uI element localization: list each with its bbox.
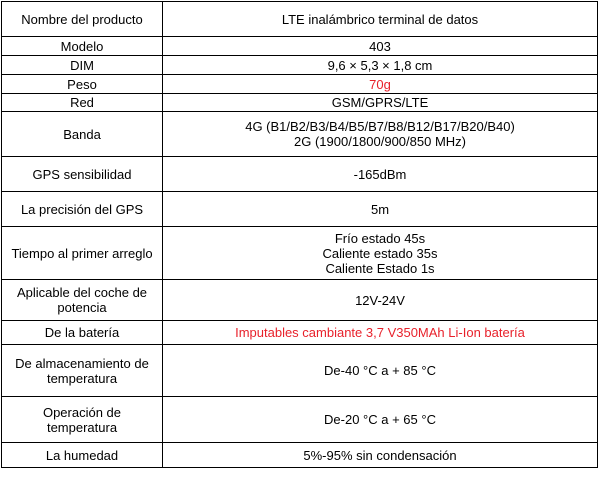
- spec-value-highlighted: Imputables cambiante 3,7 V350MAh Li-Ion batería: [163, 321, 598, 345]
- spec-value: 9,6 × 5,3 × 1,8 cm: [163, 56, 598, 75]
- spec-label: GPS sensibilidad: [2, 157, 163, 192]
- table-row: [2, 37, 598, 56]
- spec-table: [1, 1, 598, 468]
- table-row: [2, 345, 598, 397]
- spec-value: 4G (B1/B2/B3/B4/B5/B7/B8/B12/B17/B20/B40) 2G (1900/1800/900/850 MHz): [163, 112, 598, 157]
- spec-value: 12V-24V: [163, 280, 598, 321]
- table-row: [2, 94, 598, 112]
- table-row: [2, 192, 598, 227]
- spec-label: Aplicable del coche de potencia: [2, 280, 163, 321]
- spec-label: La humedad: [2, 443, 163, 468]
- spec-label: Operación de temperatura: [2, 397, 163, 443]
- spec-label: La precisión del GPS: [2, 192, 163, 227]
- spec-label: Nombre del producto: [2, 2, 163, 37]
- spec-value: LTE inalámbrico terminal de datos: [163, 2, 598, 37]
- table-row: [2, 443, 598, 468]
- spec-value: 403: [163, 37, 598, 56]
- spec-value: De-40 °C a + 85 °C: [163, 345, 598, 397]
- table-row: [2, 112, 598, 157]
- table-row: [2, 397, 598, 443]
- table-row: [2, 280, 598, 321]
- spec-label: De la batería: [2, 321, 163, 345]
- spec-label: Banda: [2, 112, 163, 157]
- spec-label: DIM: [2, 56, 163, 75]
- table-row: [2, 157, 598, 192]
- spec-label: Modelo: [2, 37, 163, 56]
- spec-label: Peso: [2, 75, 163, 94]
- spec-value: 5m: [163, 192, 598, 227]
- spec-value: GSM/GPRS/LTE: [163, 94, 598, 112]
- table-row: [2, 75, 598, 94]
- table-row: [2, 227, 598, 280]
- spec-label: De almacenamiento de temperatura: [2, 345, 163, 397]
- spec-value: -165dBm: [163, 157, 598, 192]
- table-row: [2, 2, 598, 37]
- spec-value: Frío estado 45s Caliente estado 35s Caliente Estado 1s: [163, 227, 598, 280]
- table-row: [2, 56, 598, 75]
- table-row: [2, 321, 598, 345]
- spec-value: 5%-95% sin condensación: [163, 443, 598, 468]
- spec-value: De-20 °C a + 65 °C: [163, 397, 598, 443]
- spec-label: Red: [2, 94, 163, 112]
- spec-label: Tiempo al primer arreglo: [2, 227, 163, 280]
- spec-value-highlighted: 70g: [163, 75, 598, 94]
